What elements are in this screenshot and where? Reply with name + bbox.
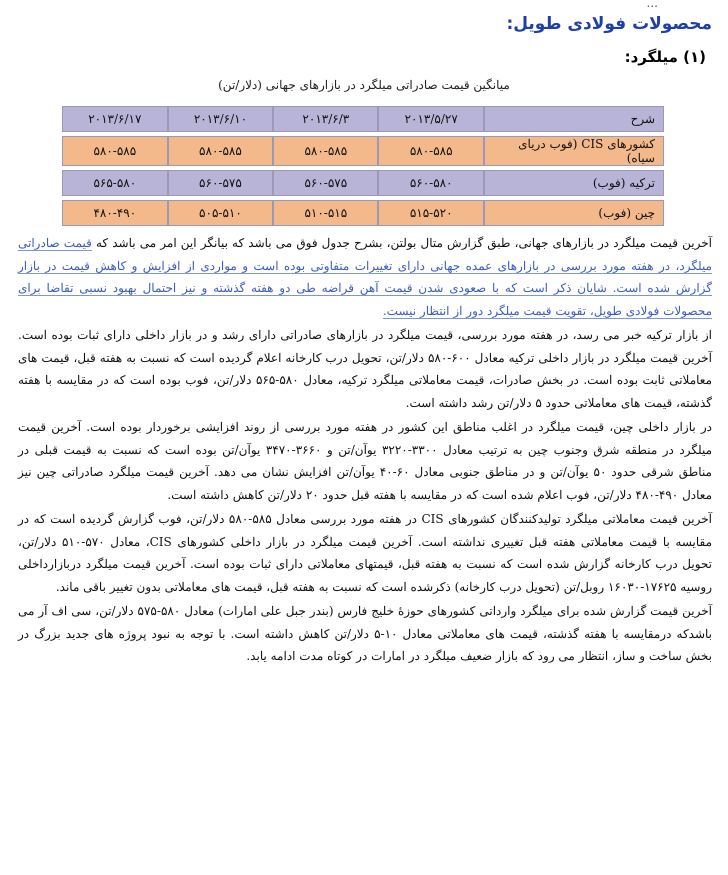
section-title: محصولات فولادی طویل: bbox=[506, 14, 712, 34]
row-value: ۵۱۰-۵۱۵ bbox=[273, 200, 378, 226]
row-value: ۵۶۰-۵۸۰ bbox=[378, 170, 484, 196]
header-date: ۲۰۱۳/۵/۲۷ bbox=[378, 106, 484, 132]
highlighted-text: قیمت صادراتی میلگرد، در هفته مورد بررسی در بازارهای عمده جهانی دارای تغییرات متفاوتی بوده است و مواردی از افزایش و کاهش قیمت در بازار گزارش شده است. شایان ذکر است که با صعودی شدن قیمت آهن قراضه طی دو هفته گذشته و نیز احتمال بهبود نسبی تقاضا برای محصولات فولادی طویل، تقویت قیمت میلگرد دور از انتظار نیست. bbox=[18, 236, 712, 318]
row-value: ۵۸۰-۵۸۵ bbox=[168, 136, 274, 166]
paragraph-persian-gulf: آخرین قیمت گزارش شده برای میلگرد وارداتی کشورهای حوزهٔ خلیج فارس (بندر جبل علی امارات) معادل ۵۸۰-۵۷۵ دلار/تن، سی اف آر می باشدکه درمقایسه با هفته گذشته، قیمت های معاملاتی معادل ۱۰-۵ دلار/تن کاهش داشته است. با توجه به نبود پروژه های جدید بزرگ در بخش ساخت و ساز، انتظار می رود که بازار ضعیف میلگرد در امارات در کوتاه مدت ادامه یابد. bbox=[18, 604, 713, 663]
header-fragment: ... bbox=[646, 0, 658, 10]
row-value: ۵۶۵-۵۸۰ bbox=[62, 170, 168, 196]
row-value: ۵۸۰-۵۸۵ bbox=[378, 136, 484, 166]
row-value: ۵۸۰-۵۸۵ bbox=[62, 136, 168, 166]
body-text bbox=[18, 232, 712, 670]
table-row bbox=[62, 200, 664, 226]
subsection-title: (۱) میلگرد: bbox=[624, 48, 706, 66]
row-description: کشورهای CIS (فوب دریای سیاه) bbox=[484, 136, 664, 166]
row-value: ۵۶۰-۵۷۵ bbox=[273, 170, 378, 196]
row-description: چین (فوب) bbox=[484, 200, 664, 226]
paragraph-cis: آخرین قیمت معاملاتی میلگرد تولیدکنندگان کشورهای CIS در هفته مورد بررسی معادل ۵۸۵-۵۸۰ دلار/تن، فوب گزارش گردیده است که در مقایسه با قیمت معاملاتی هفته قبل تغییری نداشته است. آخرین قیمت میلگرد در بازار داخلی کشورهای CIS، معادل ۵۷۰-۵۱۰ دلار/تن، تحویل درب کارخانه گزارش شده است که نسبت به هفته قبل، قیمتهای معاملاتی دارای ثبات بوده است. آخرین قیمت میلگرد دربازارداخلی روسیه ۱۷۶۲۵-۱۶۰۳۰ روبل/تن (تحویل درب کارخانه) ذکرشده است که نسبت به هفته قبل، قیمت های معاملاتی بدون تغییر باقی ماند. bbox=[18, 512, 713, 594]
table-header-row bbox=[62, 106, 664, 132]
table-row bbox=[62, 170, 664, 196]
paragraph-china: در بازار داخلی چین، قیمت میلگرد در اغلب مناطق این کشور در هفته مورد بررسی از روند افزایشی برخوردار بوده است. آخرین قیمت میلگرد در منطقه شرق وجنوب چین به ترتیب معادل ۳۳۰۰-۳۲۲۰ یوآن/تن و ۳۶۶۰-۳۴۷۰ یوآن/تن بوده است که نسبت به قیمت قبلی در مناطق شرقی حدود ۵۰ یوآن/تن و در مناطق جنوبی معادل ۶۰-۴۰ یوآن/تن افزایش نشان می دهد. آخرین قیمت میلگرد صادراتی چین نیز معادل ۴۹۰-۴۸۰ دلار/تن، فوب اعلام شده است که در مقایسه با هفته قبل حدود ۲۰ دلار/تن کاهش داشته است. bbox=[18, 420, 712, 502]
row-value: ۴۸۰-۴۹۰ bbox=[62, 200, 168, 226]
paragraph-lead: آخرین قیمت میلگرد در بازارهای جهانی، طبق گزارش متال بولتن، بشرح جدول فوق می باشد که بیانگر این امر می باشد که bbox=[91, 236, 712, 250]
header-date: ۲۰۱۳/۶/۱۰ bbox=[168, 106, 274, 132]
table-row bbox=[62, 136, 664, 166]
header-date: ۲۰۱۳/۶/۳ bbox=[273, 106, 378, 132]
row-value: ۵۶۰-۵۷۵ bbox=[168, 170, 274, 196]
table-caption: میانگین قیمت صادراتی میلگرد در بازارهای جهانی (دلار/تن) bbox=[218, 78, 510, 92]
paragraph-summary bbox=[18, 232, 712, 322]
header-description: شرح bbox=[484, 106, 664, 132]
row-value: ۵۸۰-۵۸۵ bbox=[273, 136, 378, 166]
header-date: ۲۰۱۳/۶/۱۷ bbox=[62, 106, 168, 132]
row-description: ترکیه (فوب) bbox=[484, 170, 664, 196]
row-value: ۵۰۵-۵۱۰ bbox=[168, 200, 274, 226]
price-table bbox=[62, 102, 664, 230]
paragraph-turkey: از بازار ترکیه خبر می رسد، در هفته مورد بررسی، قیمت میلگرد در بازارهای صادراتی دارای رشد و در بازار داخلی دارای ثبات بوده است. آخرین قیمت میلگرد در بازار داخلی ترکیه معادل ۶۰۰-۵۸۰ دلار/تن، تحویل درب کارخانه اعلام گردیده است که نسبت به هفته قبل، قیمت های معاملاتی ثابت بوده است. در بخش صادرات، قیمت معاملاتی میلگرد ترکیه، معادل ۵۸۰-۵۶۵ دلار/تن، فوب بوده است که در مقایسه با هفته گذشته، قیمت های معاملاتی حدود ۵ دلار/تن رشد داشته است. bbox=[18, 328, 712, 410]
row-value: ۵۱۵-۵۲۰ bbox=[378, 200, 484, 226]
